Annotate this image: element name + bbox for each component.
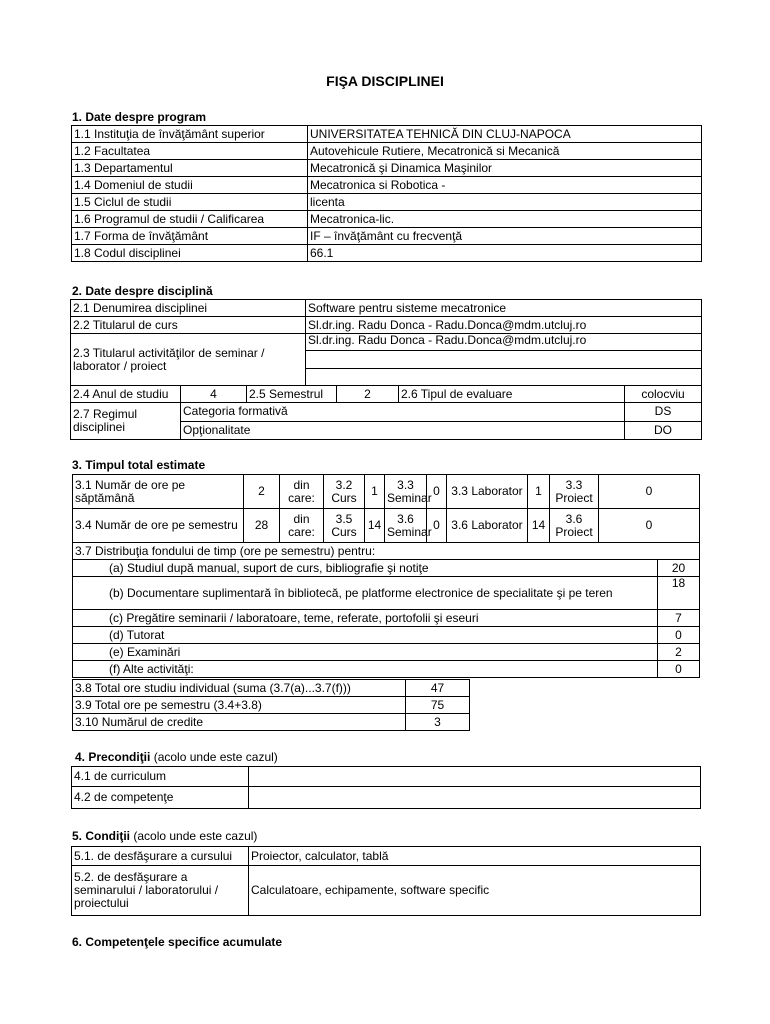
semester-seminar-label: 3.6 Seminar	[385, 509, 427, 543]
distribution-label: 3.7 Distribuţia fondului de timp (ore pe semestru) pentru:	[73, 543, 700, 560]
total-value: 75	[406, 697, 470, 714]
distribution-item-label: (a) Studiul după manual, suport de curs, bibliografie şi notiţe	[73, 560, 658, 577]
distribution-item-value: 0	[658, 627, 700, 644]
regime-label: 2.7 Regimul disciplinei	[71, 403, 181, 440]
semester-seminar-value: 0	[427, 509, 447, 543]
row-value: Mecatronică şi Dinamica Maşinilor	[308, 160, 702, 177]
weekly-lab-value: 1	[528, 475, 550, 509]
table-row	[73, 627, 700, 644]
year-value: 4	[181, 386, 247, 403]
distribution-item-value: 7	[658, 610, 700, 627]
distribution-item-label: (e) Examinări	[73, 644, 658, 661]
row-label: 1.4 Domeniul de studii	[72, 177, 308, 194]
row-label: 1.2 Facultatea	[72, 143, 308, 160]
table-row	[72, 211, 702, 228]
category-value: DS	[625, 403, 702, 422]
total-label: 3.9 Total ore pe semestru (3.4+3.8)	[73, 697, 406, 714]
weekly-curs-label: 3.2 Curs	[324, 475, 365, 509]
weekly-din-care: din care:	[280, 475, 324, 509]
total-label: 3.8 Total ore studiu individual (suma (3.7(a)...3.7(f)))	[73, 680, 406, 697]
total-value: 47	[406, 680, 470, 697]
section-5-note: (acolo unde este cazul)	[133, 829, 258, 843]
section-4-heading	[75, 750, 278, 764]
section-3-heading: 3. Timpul total estimate	[72, 458, 206, 472]
course-holder-label: 2.2 Titularul de curs	[71, 317, 306, 334]
optional-label: Opţionalitate	[181, 421, 625, 440]
weekly-seminar-value: 0	[427, 475, 447, 509]
totals-table	[72, 679, 470, 731]
category-label: Categoria formativă	[181, 403, 625, 422]
row-label: 1.1 Instituţia de învăţământ superior	[72, 126, 308, 143]
course-holder-value: Sl.dr.ing. Radu Donca - Radu.Donca@mdm.utcluj.ro	[306, 317, 702, 334]
discipline-details-table	[70, 385, 702, 440]
weekly-seminar-label: 3.3 Seminar	[385, 475, 427, 509]
section-4-title: 4. Precondiţii	[75, 750, 151, 764]
table-row	[72, 866, 701, 916]
page-title: FIŞA DISCIPLINEI	[326, 73, 444, 89]
total-label: 3.10 Numărul de credite	[73, 714, 406, 731]
table-row	[72, 847, 701, 866]
semester-project-label: 3.6 Proiect	[550, 509, 599, 543]
hours-table	[72, 474, 700, 543]
precondition-value	[249, 767, 701, 787]
distribution-item-label: (d) Tutorat	[73, 627, 658, 644]
row-label: 1.7 Forma de învăţământ	[72, 228, 308, 245]
semester-curs-value: 14	[365, 509, 385, 543]
semester-hours-total: 28	[244, 509, 280, 543]
table-row	[72, 787, 701, 809]
semester-hours-label: 3.4 Număr de ore pe semestru	[73, 509, 244, 543]
weekly-project-label: 3.3 Proiect	[550, 475, 599, 509]
empty-cell	[306, 368, 702, 385]
table-row	[73, 661, 700, 678]
table-row	[72, 177, 702, 194]
row-value: licenta	[308, 194, 702, 211]
evaluation-label: 2.6 Tipul de evaluare	[399, 386, 625, 403]
program-table	[71, 125, 702, 262]
condition-label: 5.2. de desfăşurare a seminarului / laboratorului / proiectului	[72, 866, 249, 916]
semester-value: 2	[337, 386, 399, 403]
year-label: 2.4 Anul de studiu	[71, 386, 181, 403]
table-row	[72, 194, 702, 211]
table-row	[73, 644, 700, 661]
row-label: 1.5 Ciclul de studii	[72, 194, 308, 211]
precondition-label: 4.2 de competenţe	[72, 787, 249, 809]
time-distribution-table	[72, 542, 700, 678]
semester-hours-row	[73, 509, 700, 543]
discipline-table	[70, 299, 702, 386]
section-6-heading: 6. Competenţele specifice acumulate	[72, 935, 283, 949]
distribution-item-value: 18	[658, 577, 700, 610]
weekly-project-value: 0	[599, 475, 700, 509]
semester-label: 2.5 Semestrul	[247, 386, 337, 403]
table-row	[73, 697, 470, 714]
discipline-name-label: 2.1 Denumirea disciplinei	[71, 300, 306, 317]
table-row	[73, 577, 700, 610]
weekly-hours-row	[73, 475, 700, 509]
row-label: 1.3 Departamentul	[72, 160, 308, 177]
section-2-heading: 2. Date despre disciplină	[72, 284, 213, 298]
section-5-title: 5. Condiţii	[72, 829, 130, 843]
row-value: Mecatronica si Robotica -	[308, 177, 702, 194]
table-row	[73, 610, 700, 627]
semester-lab-value: 14	[528, 509, 550, 543]
discipline-name-value: Software pentru sisteme mecatronice	[306, 300, 702, 317]
semester-curs-label: 3.5 Curs	[324, 509, 365, 543]
semester-lab-label: 3.6 Laborator	[447, 509, 528, 543]
row-label: 1.6 Programul de studii / Calificarea	[72, 211, 308, 228]
precondition-label: 4.1 de curriculum	[72, 767, 249, 787]
table-row	[72, 245, 702, 262]
row-value: Mecatronica-lic.	[308, 211, 702, 228]
weekly-lab-label: 3.3 Laborator	[447, 475, 528, 509]
table-row	[72, 126, 702, 143]
row-value: 66.1	[308, 245, 702, 262]
row-label: 1.8 Codul disciplinei	[72, 245, 308, 262]
distribution-item-value: 20	[658, 560, 700, 577]
seminar-holder-label: 2.3 Titularul activităţilor de seminar / laborator / proiect	[71, 334, 306, 386]
section-1-heading: 1. Date despre program	[72, 110, 207, 124]
table-row	[73, 560, 700, 577]
weekly-curs-value: 1	[365, 475, 385, 509]
distribution-item-label: (c) Pregătire seminarii / laboratoare, teme, referate, portofolii şi eseuri	[73, 610, 658, 627]
semester-project-value: 0	[599, 509, 700, 543]
seminar-holder-value: Sl.dr.ing. Radu Donca - Radu.Donca@mdm.utcluj.ro	[306, 334, 702, 351]
distribution-item-label: (f) Alte activităţi:	[73, 661, 658, 678]
semester-din-care: din care:	[280, 509, 324, 543]
table-row	[73, 714, 470, 731]
empty-cell	[306, 351, 702, 368]
distribution-item-value: 2	[658, 644, 700, 661]
condition-value: Proiector, calculator, tablă	[249, 847, 701, 866]
row-value: UNIVERSITATEA TEHNICĂ DIN CLUJ-NAPOCA	[308, 126, 702, 143]
precondition-value	[249, 787, 701, 809]
table-row	[72, 143, 702, 160]
table-row	[72, 767, 701, 787]
conditions-table	[71, 846, 701, 916]
preconditions-table	[71, 766, 701, 809]
condition-value: Calculatoare, echipamente, software specific	[249, 866, 701, 916]
condition-label: 5.1. de desfăşurare a cursului	[72, 847, 249, 866]
total-value: 3	[406, 714, 470, 731]
weekly-hours-label: 3.1 Număr de ore pe săptămână	[73, 475, 244, 509]
weekly-hours-total: 2	[244, 475, 280, 509]
evaluation-value: colocviu	[625, 386, 702, 403]
distribution-item-value: 0	[658, 661, 700, 678]
section-5-heading	[72, 829, 257, 843]
table-row	[73, 680, 470, 697]
distribution-item-label: (b) Documentare suplimentară în bibliotecă, pe platforme electronice de specialitate şi pe teren	[73, 577, 658, 610]
table-row	[72, 228, 702, 245]
optional-value: DO	[625, 421, 702, 440]
section-4-note: (acolo unde este cazul)	[153, 750, 278, 764]
row-value: Autovehicule Rutiere, Mecatronică si Mecanică	[308, 143, 702, 160]
table-row	[72, 160, 702, 177]
row-value: IF – învăţământ cu frecvenţă	[308, 228, 702, 245]
